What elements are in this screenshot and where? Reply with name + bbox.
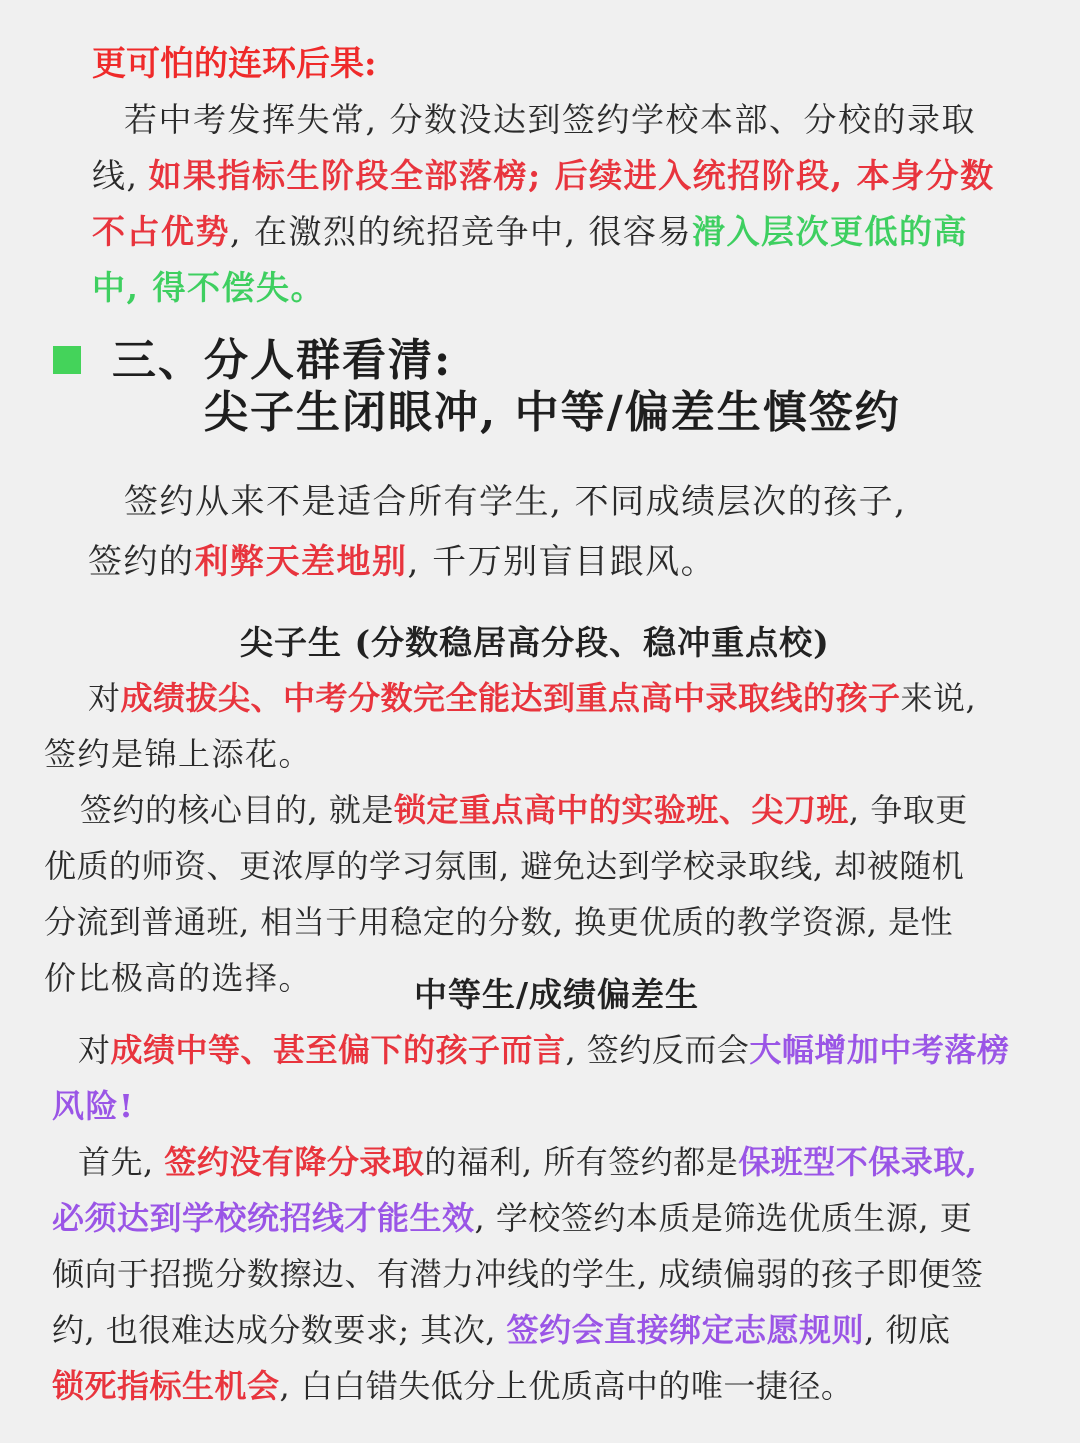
highlight-red: 锁死指标生机会 xyxy=(52,1367,280,1405)
highlight-purple: 大幅增加中考落榜 xyxy=(749,1031,1010,1069)
top-line-1 xyxy=(88,670,976,726)
text: 对 xyxy=(78,1031,111,1069)
highlight-purple: 保班型不保录取, xyxy=(738,1143,978,1181)
mid-line-2: 风险! xyxy=(52,1087,135,1125)
highlight-red: 成绩拔尖、中考分数完全能达到重点高中录取线的孩子 xyxy=(120,679,901,717)
highlight-red: 如果指标生阶段全部落榜; 后续进入统招阶段, 本身分数 xyxy=(148,156,995,195)
top-line-6: 价比极高的选择。 xyxy=(44,959,313,997)
text: , 争取更 xyxy=(848,791,968,829)
intro-line-1: 签约从来不是适合所有学生, 不同成绩层次的孩子, xyxy=(124,482,907,522)
text: , 白白错失低分上优质高中的唯一捷径。 xyxy=(279,1367,854,1405)
text: , 在激烈的统招竞争中, 很容易 xyxy=(230,212,692,251)
mid-line-1 xyxy=(78,1022,1009,1078)
mid-line-6 xyxy=(52,1302,951,1358)
text: 首先, xyxy=(78,1143,165,1181)
text: , 彻底 xyxy=(864,1311,951,1349)
top-line-2: 签约是锦上添花。 xyxy=(44,735,313,773)
text: 来说, xyxy=(900,679,977,717)
top-line-4: 优质的师资、更浓厚的学习氛围, 避免达到学校录取线, 却被随机 xyxy=(44,847,965,885)
highlight-purple: 签约会直接绑定志愿规则 xyxy=(506,1311,865,1349)
highlight-red: 利弊天差地别 xyxy=(194,542,408,582)
consequence-line-4: 中, 得不偿失。 xyxy=(92,268,325,307)
top-line-3 xyxy=(80,782,968,838)
text: , 千万别盲目跟风。 xyxy=(407,542,717,582)
text: 签约的核心目的, 就是 xyxy=(80,791,394,829)
text: 线, xyxy=(92,156,139,195)
text: 的福利, 所有签约都是 xyxy=(424,1143,739,1181)
highlight-red: 签约没有降分录取 xyxy=(164,1143,425,1181)
mid-line-5: 倾向于招揽分数擦边、有潜力冲线的学生, 成绩偏弱的孩子即便签 xyxy=(52,1255,984,1293)
section-title-line-2: 尖子生闭眼冲, 中等/偏差生慎签约 xyxy=(204,387,901,438)
highlight-red: 不占优势 xyxy=(92,212,230,251)
mid-line-4 xyxy=(52,1190,972,1246)
text: 对 xyxy=(88,679,121,717)
highlight-red: 锁定重点高中的实验班、尖刀班 xyxy=(393,791,849,829)
mid-line-3 xyxy=(78,1134,977,1190)
text: , 签约反而会 xyxy=(565,1031,750,1069)
consequence-heading: 更可怕的连环后果: xyxy=(92,44,377,84)
consequence-line-2 xyxy=(92,148,995,204)
top-student-title: 尖子生 (分数稳居高分段、稳冲重点校) xyxy=(240,623,830,662)
top-line-5: 分流到普通班, 相当于用稳定的分数, 换更优质的教学资源, 是性 xyxy=(44,903,954,941)
intro-line-2 xyxy=(88,534,716,590)
text: 签约的 xyxy=(88,542,195,582)
consequence-line-3 xyxy=(92,204,968,260)
highlight-green: 滑入层次更低的高 xyxy=(691,212,968,251)
section-bullet-square xyxy=(53,346,81,374)
highlight-purple: 必须达到学校统招线才能生效 xyxy=(52,1199,475,1237)
section-title-line-1: 三、分人群看清: xyxy=(112,335,453,386)
consequence-line-1: 若中考发挥失常, 分数没达到签约学校本部、分校的录取 xyxy=(124,100,976,139)
text: 约, 也很难达成分数要求; 其次, xyxy=(52,1311,507,1349)
mid-student-title: 中等生/成绩偏差生 xyxy=(414,975,700,1014)
highlight-red: 成绩中等、甚至偏下的孩子而言 xyxy=(110,1031,566,1069)
mid-line-7 xyxy=(52,1358,853,1414)
text: , 学校签约本质是筛选优质生源, 更 xyxy=(474,1199,973,1237)
